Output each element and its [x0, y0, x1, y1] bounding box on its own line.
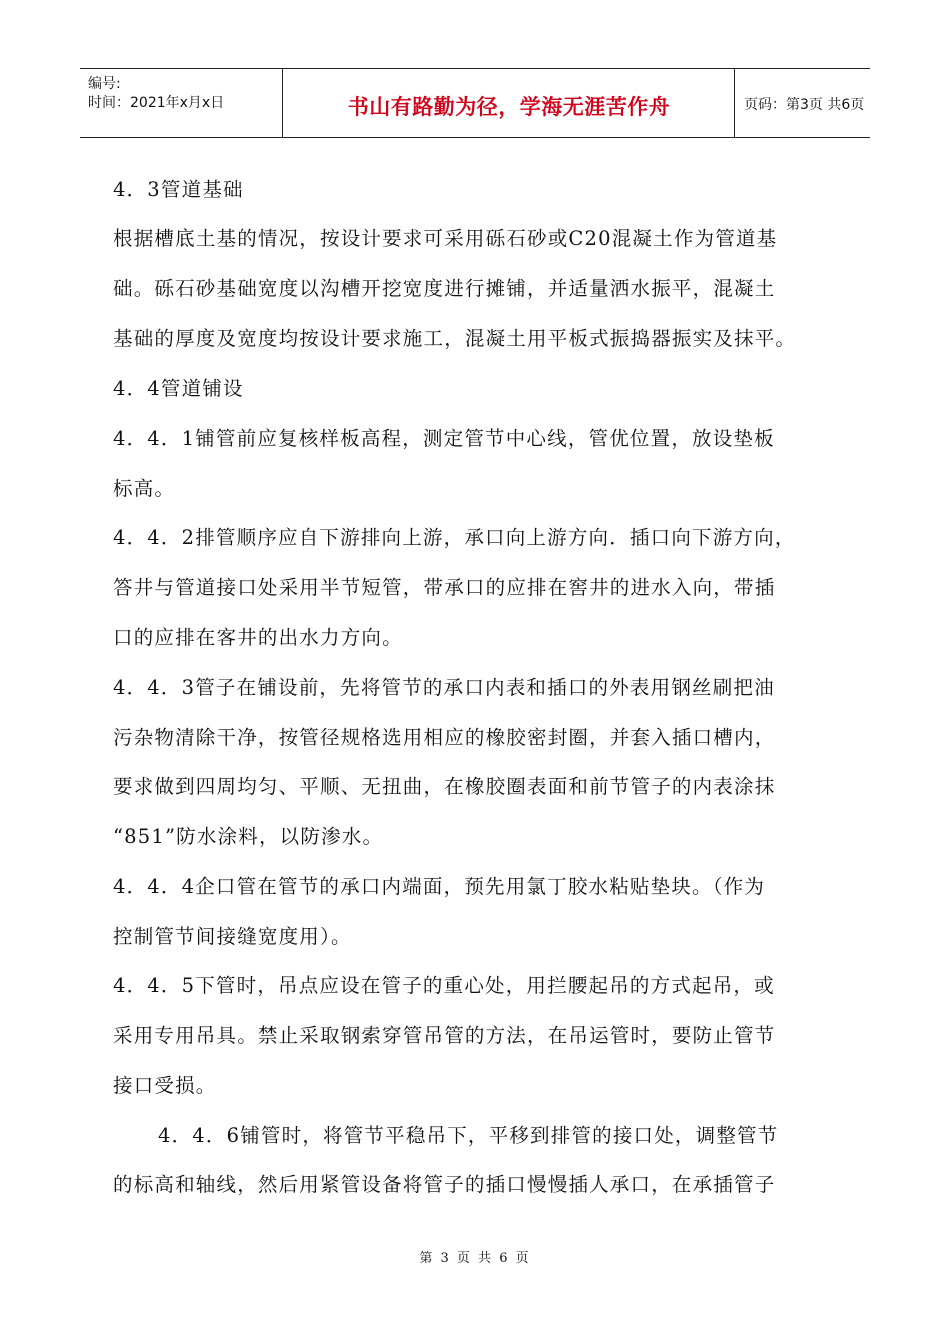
- paragraph-line: 要求做到四周均匀、平顺、无扭曲，在橡胶圈表面和前节管子的内表涂抹: [113, 775, 776, 798]
- paragraph-line: “851”防水涂料，以防渗水。: [113, 825, 384, 848]
- paragraph-line: 4．4．3管子在铺设前，先将管节的承口内表和插口的外表用钢丝刷把油: [113, 676, 775, 699]
- paragraph-line: 4．4．1铺管前应复核样板高程，测定管节中心线，管优位置，放设垫板: [113, 427, 775, 450]
- paragraph-line: 标高。: [113, 477, 176, 500]
- header-motto-cell: [284, 69, 735, 137]
- document-header: [80, 68, 870, 138]
- paragraph-line: 4．4．5下管时，吊点应设在管子的重心处，用拦腰起吊的方式起吊，或: [113, 974, 775, 997]
- paragraph-line: 答井与管道接口处采用半节短管，带承口的应排在窖井的进水入向，带插: [113, 576, 776, 599]
- paragraph-line: 控制管节间接缝宽度用）。: [113, 925, 352, 948]
- paragraph-line: 根据槽底土基的情况，按设计要求可采用砾石砂或C20混凝土作为管道基: [113, 227, 778, 250]
- paragraph-line: 4．4．6铺管时，将管节平稳吊下，平移到排管的接口处，调整管节: [158, 1124, 779, 1147]
- document-date-label: 时间：2021年x月x日: [88, 95, 225, 111]
- paragraph-line: 4．4．4企口管在管节的承口内端面，预先用氯丁胶水粘贴垫块。（作为: [113, 875, 766, 898]
- paragraph-line: 4．4．2排管顺序应自下游排向上游，承口向上游方向．插口向下游方向，: [113, 526, 796, 549]
- header-left-cell: [80, 69, 283, 137]
- page-footer: 第 3 页 共 6 页: [419, 1251, 531, 1266]
- header-page-info: 页码：第3页 共6页: [744, 97, 865, 113]
- paragraph-line: 的标高和轴线，然后用紧管设备将管子的插口慢慢插人承口，在承插管子: [113, 1173, 776, 1196]
- section-heading: 4．4管道铺设: [113, 377, 244, 400]
- document-number-label: 编号:: [88, 76, 121, 92]
- paragraph-line: 口的应排在客井的出水力方向。: [113, 626, 403, 649]
- paragraph-line: 基础的厚度及宽度均按设计要求施工，混凝土用平板式振捣器振实及抹平。: [113, 327, 797, 350]
- header-page-cell: [736, 69, 870, 137]
- paragraph-line: 础。砾石砂基础宽度以沟槽开挖宽度进行摊铺，并适量洒水振平，混凝土: [113, 277, 776, 300]
- paragraph-line: 采用专用吊具。禁止采取钢索穿管吊管的方法，在吊运管时，要防止管节: [113, 1024, 776, 1047]
- paragraph-line: 接口受损。: [113, 1074, 217, 1097]
- paragraph-line: 污杂物清除干净，按管径规格选用相应的橡胶密封圈，并套入插口槽内，: [113, 726, 776, 749]
- header-motto: 书山有路勤为径，学海无涯苦作舟: [347, 95, 671, 119]
- section-heading: 4．3管道基础: [113, 178, 244, 201]
